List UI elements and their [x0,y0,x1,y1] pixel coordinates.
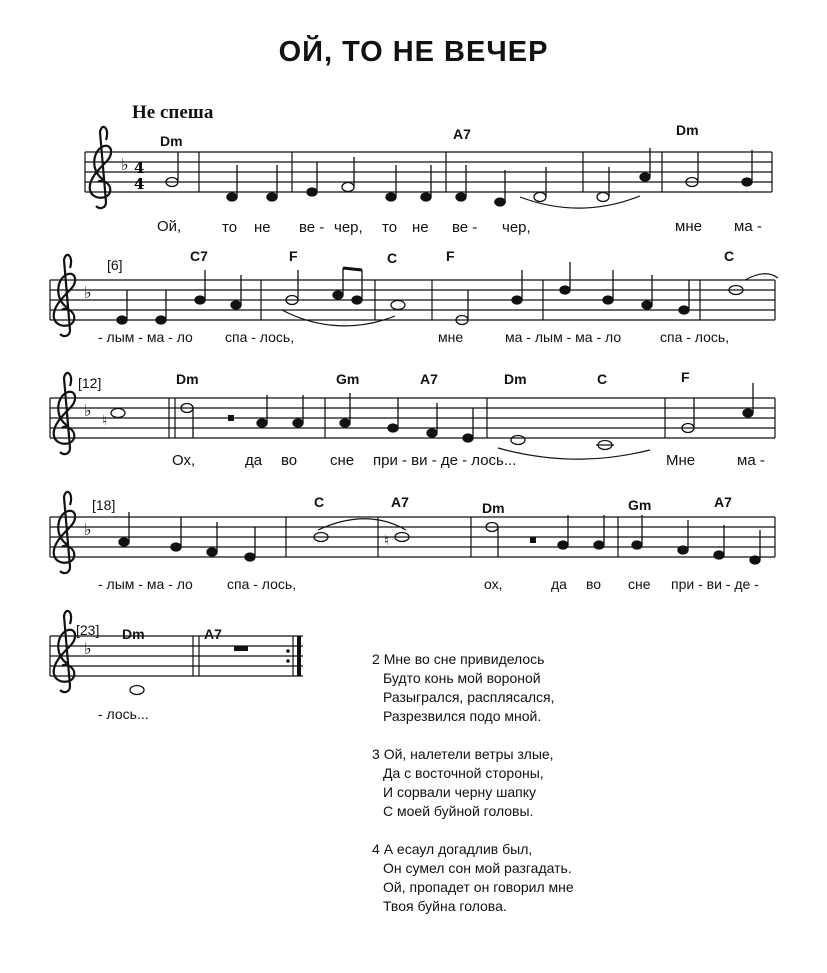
chord-label: A7 [204,626,222,642]
lyric-syllable: сне [330,452,355,469]
lyric-syllable: ма - лым - ма - ло [505,329,622,345]
verse-number: 4 [372,841,380,857]
chord-label: Dm [176,371,199,387]
lyric-syllable: ох, [484,576,503,592]
svg-text:♮: ♮ [102,412,108,428]
lyric-syllable: спа - лось, [227,576,297,592]
verse-line: Будто конь мой вороной [383,670,541,686]
chord-label: Gm [336,371,360,387]
lyric-syllable: ма - [737,452,765,469]
lyric-syllable: да [551,576,567,592]
chord-label: A7 [391,494,409,510]
chord-label: Dm [504,371,527,387]
verse-line: Да с восточной стороны, [383,765,544,781]
lyric-syllable: то [382,219,398,236]
lyric-syllable: ве - [452,219,478,236]
notes-system-4 [119,512,760,564]
svg-text:♭: ♭ [84,639,92,658]
verse-line: Разыгрался, расплясался, [383,689,555,705]
verse-line: И сорвали черну шапку [383,784,536,800]
notes-system-5 [130,646,290,695]
lyric-syllable: мне [438,329,464,345]
verse-line: С моей буйной головы. [383,803,534,819]
notes-system-2 [117,262,743,325]
lyric-syllable: при - ви - де - [671,576,759,592]
lyric-syllable: то [222,219,238,236]
measure-number: [12] [78,375,102,391]
chord-label: F [446,248,455,264]
lyric-syllable: чер, [502,219,531,236]
chord-label: F [681,369,690,385]
staff-system-3 [50,398,775,438]
song-title: ОЙ, ТО НЕ ВЕЧЕР [278,36,549,68]
lyric-syllable: мне [675,218,702,235]
chord-label: Dm [676,122,699,138]
notes-system-3 [102,383,753,450]
staff-system-2 [50,280,775,320]
verse-line: Твоя буйна голова. [383,898,507,914]
verse-line: Ой, налетели ветры злые, [383,746,554,762]
chord-label: C [724,248,735,264]
verse-line: Он сумел сон мой разгадать. [383,860,572,876]
lyric-syllable: Мне [666,452,696,469]
verse-line: А есаул догадлив был, [383,841,533,857]
lyric-syllable: Ох, [172,452,196,469]
svg-text:♭: ♭ [121,155,129,174]
chord-label: Dm [482,500,505,516]
lyric-syllable: - лось... [98,706,149,722]
measure-number: [18] [92,497,116,513]
measure-number: [23] [76,622,100,638]
svg-text:4: 4 [134,175,145,193]
lyric-syllable: не [254,219,271,236]
lyric-syllable: ве - [299,219,325,236]
lyric-syllable: во [281,452,298,469]
lyric-syllable: Ой, [157,218,182,235]
staff-system-4 [50,517,775,557]
lyric-syllable: не [412,219,429,236]
chord-label: A7 [714,494,732,510]
verses-block [372,650,574,935]
svg-text:4: 4 [134,159,145,177]
lyric-syllable: спа - лось, [660,329,730,345]
lyric-syllable: спа - лось, [225,329,295,345]
lyric-syllable: сне [628,576,651,592]
notes-system-1 [166,148,752,206]
chord-label: Dm [160,133,183,149]
lyric-syllable: да [245,452,263,469]
chord-label: Dm [122,626,145,642]
chord-label: C7 [190,248,208,264]
verse-line: Разрезвился подо мной. [383,708,542,724]
chord-label: C [387,250,398,266]
verse-3 [372,745,574,821]
chord-label: Gm [628,497,652,513]
chord-label: C [597,371,608,387]
lyric-syllable: ма - [734,218,762,235]
verse-number: 2 [372,651,380,667]
verse-line: Ой, пропадет он говорил мне [383,879,574,895]
svg-text:♭: ♭ [84,520,92,539]
chord-label: A7 [420,371,438,387]
chord-label: A7 [453,126,471,142]
svg-text:♭: ♭ [84,283,92,302]
verse-4 [372,840,574,916]
tempo-marking: Не спеша [132,102,214,123]
lyric-syllable: - лым - ма - ло [98,576,193,592]
verse-number: 3 [372,746,380,762]
chord-label: F [289,248,298,264]
chord-label: C [314,494,325,510]
lyric-syllable: во [586,576,602,592]
verse-2 [372,650,574,726]
staff-system-1 [85,152,772,192]
svg-text:♮: ♮ [384,532,390,548]
lyric-syllable: при - ви - де - лось... [373,452,517,469]
lyric-syllable: - лым - ма - ло [98,329,193,345]
verse-line: Мне во сне привиделось [383,651,545,667]
svg-text:♭: ♭ [84,401,92,420]
lyric-syllable: чер, [334,219,363,236]
measure-number: [6] [107,257,123,273]
